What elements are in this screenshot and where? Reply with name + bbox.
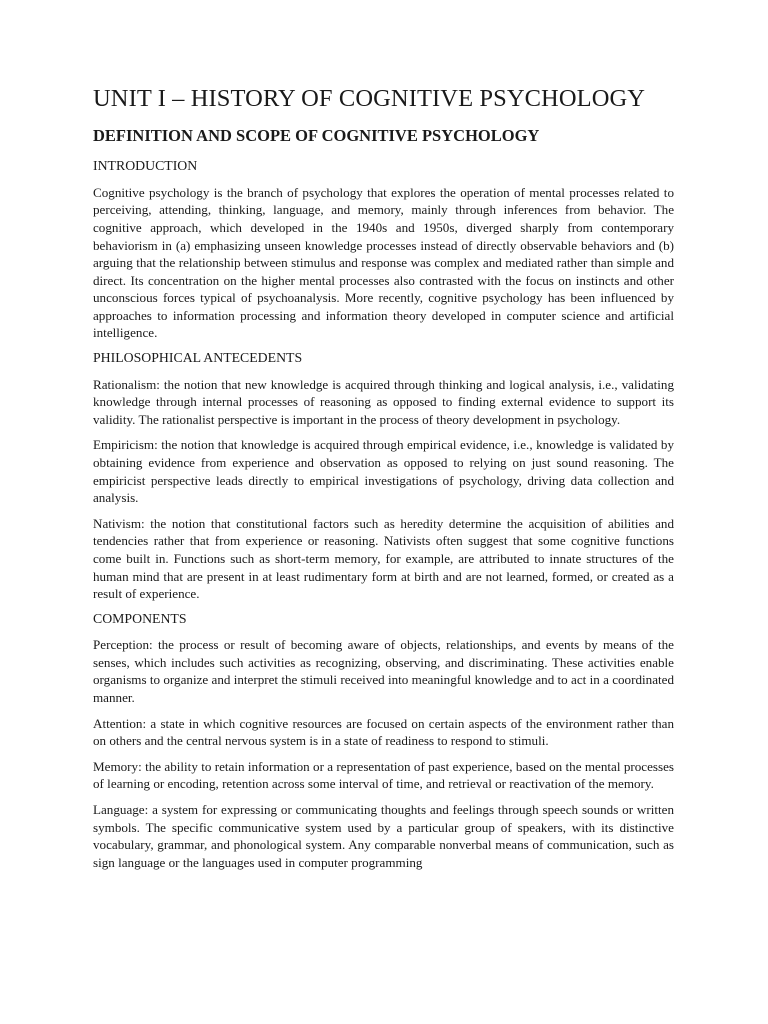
unit-title: UNIT I – HISTORY OF COGNITIVE PSYCHOLOGY [93,85,646,112]
heading-introduction: INTRODUCTION [93,158,198,174]
document-page [93,84,674,879]
heading-components: COMPONENTS [93,610,187,626]
paragraph-memory: Memory: the ability to retain information or a representation of past experience, based on the mental processes of learning or encoding, retention across some interval of time, and retrieval or reactivation of the memory. [93,758,674,792]
paragraph-perception: Perception: the process or result of becoming aware of objects, relationships, and events by means of the senses, which includes such activities as recognizing, observing, and discriminating. These activities enable organisms to organize and interpret the stimuli received into meaningful knowledge and to act in a coordinated manner. [93,637,674,706]
paragraph-language: Language: a system for expressing or communicating thoughts and feelings through speech sounds or written symbols. The specific communicative system used by a particular group of speakers, with its distinctive vocabulary, grammar, and phonological system. Any comparable nonverbal means of communication, such as sign language or the languages used in computer programming [93,802,674,870]
paragraph-nativism: Nativism: the notion that constitutional factors such as heredity determine the acquisition of abilities and tendencies rather that from experience or reasoning. Nativists often suggest that some cognitive functions come built in. Functions such as short-term memory, for example, are attributed to innate structures of the human mind that are present in at least rudimentary form at birth and are not learned, formed, or created as a result of experience. [93,515,674,602]
paragraph-introduction: Cognitive psychology is the branch of psychology that explores the operation of mental processes related to perceiving, attending, thinking, language, and memory, mainly through inferences from behavior. The cognitive approach, which developed in the 1940s and 1950s, diverged sharply from contemporary behaviorism in (a) emphasizing unseen knowledge processes instead of directly observable behaviors and (b) arguing that the relationship between stimulus and response was complex and mediated rather than simple and direct. Its concentration on the higher mental processes also contrasted with the focus on instincts and other unconscious forces typical of psychoanalysis. More recently, cognitive psychology has been influenced by approaches to information processing and information theory developed in computer science and artificial intelligence. [93,184,674,341]
paragraph-rationalism: Rationalism: the notion that new knowledge is acquired through thinking and logical analysis, i.e., validating knowledge through internal processes of reasoning as opposed to finding external evidence to support its validity. The rationalist perspective is important in the process of theory development in psychology. [93,376,674,427]
paragraph-empiricism: Empiricism: the notion that knowledge is acquired through empirical evidence, i.e., knowledge is validated by obtaining evidence from experience and observation as opposed to relying on just sound reasoning. The empiricist perspective leads directly to empirical investigations of psychology, driving data collection and analysis. [93,437,674,506]
paragraph-attention: Attention: a state in which cognitive resources are focused on certain aspects of the environment rather than on others and the central nervous system is in a state of readiness to respond to stimuli. [93,715,674,749]
section-title: DEFINITION AND SCOPE OF COGNITIVE PSYCHOLOGY [93,126,540,146]
heading-philosophical-antecedents: PHILOSOPHICAL ANTECEDENTS [93,350,303,366]
